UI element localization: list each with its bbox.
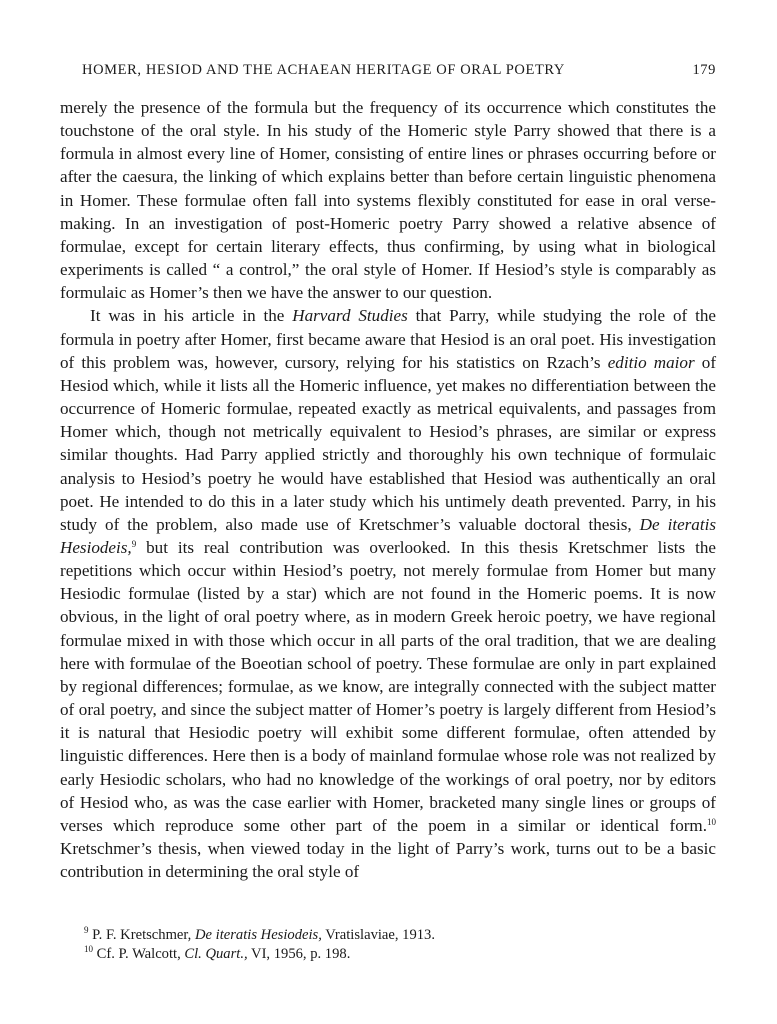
footnote-text: Cf. P. Walcott,	[93, 946, 185, 962]
footnote-text: Vratislaviae, 1913.	[321, 927, 436, 943]
footnote-italic: De iteratis Hesiodeis,	[194, 927, 322, 943]
paragraph	[60, 304, 716, 883]
text-run: It was in his article in the	[90, 306, 293, 326]
footnote	[84, 926, 714, 945]
italic-title: Harvard Studies	[292, 306, 408, 326]
body-text	[60, 96, 716, 883]
footnote-number: 10	[84, 944, 93, 954]
text-run: but its real contribution was overlooked. In this thesis Kretschmer lists the repetitions which occur within Hesiod’s poetry, not merely formulae from Homer but many Hesiodic formulae (listed by a star) which are not found in the Homeric poems. It is now obvious, in the light of oral poetry where, as in modern Greek heroic poetry, we have regional formulae mixed in with those which occur in all parts of the oral tradition, that we are dealing here with formulae of the Boeotian school of poetry. These formulae are only in part explained by regional differences; formulae, as we know, are integrally connected with the subject matter of oral poetry, and since the subject matter of Homer’s poetry is largely different from Hesiod’s it is natural that Hesiodic poetry will exhibit some different formulae, often attended by linguistic differences. Here then is a body of mainland formulae whose role was not realized by early Hesiodic scholars, who had no knowledge of the workings of oral poetry, nor by editors of Hesiod who, as was the case earlier with Homer, bracketed many single lines or groups of verses which reproduce some other part of the poem in a similar or identical form.	[60, 537, 716, 835]
footnotes	[84, 926, 714, 964]
text-run: Kretschmer’s thesis, when viewed today in the light of Parry’s work, turns out to be a basic contribution in determining the oral style of	[60, 839, 716, 882]
running-head-title: HOMER, HESIOD AND THE ACHAEAN HERITAGE OF ORAL POETRY	[82, 62, 565, 78]
text-run: of Hesiod which, while it lists all the Homeric influence, yet makes no differentiation between the occurrence of Homeric formulae, repeated exactly as metrical equivalents, and passages from Homer which, though not metrically equivalent to Hesiod’s phrases, are similar or express similar thoughts. Had Parry applied strictly and thoroughly his own technique of formulaic analysis to Hesiod’s poetry he would have established that Hesiod was authentically an oral poet. He intended to do this in a later study which his untimely death prevented. Parry, in his study of the problem, also made use of Kretschmer’s valuable doctoral thesis,	[60, 352, 717, 534]
footnote-italic: Cl. Quart.,	[184, 946, 248, 962]
running-head	[60, 60, 716, 84]
footnote-ref[interactable]: 10	[707, 816, 716, 827]
footnote	[84, 945, 714, 964]
italic-title: editio maior	[607, 352, 695, 372]
italic-title: De iteratis Hesiodeis,	[60, 514, 717, 557]
text-run: that Parry, while studying the role of the formula in poetry after Homer, first became aware that Hesiod is an oral poet. His investigation of this problem was, however, cursory, relying for his statistics on Rzach’s	[60, 306, 716, 372]
paragraph: merely the presence of the formula but the frequency of its occurrence which constitutes the touchstone of the oral style. In his study of the Homeric style Parry showed that there is a formula in almost every line of Homer, consisting of entire lines or phrases occurring before or after the caesura, the linking of which explains better than before certain linguistic phenomena in Homer. These formulae often fall into systems flexibly constituted for ease in oral verse-making. In an investigation of post-Homeric poetry Parry showed a relative absence of formulae, except for certain literary effects, thus confirming, by using what in biological experiments is called “ a control,” the oral style of Homer. If Hesiod’s style is comparably as formulaic as Homer’s then we have the answer to our question.	[60, 98, 716, 303]
footnote-number: 9	[84, 925, 89, 935]
page-number: 179	[692, 62, 716, 78]
footnote-text: P. F. Kretschmer,	[88, 927, 195, 943]
page	[60, 60, 717, 962]
footnote-text: VI, 1956, p. 198.	[247, 946, 351, 962]
footnote-ref[interactable]: 9	[131, 538, 137, 549]
